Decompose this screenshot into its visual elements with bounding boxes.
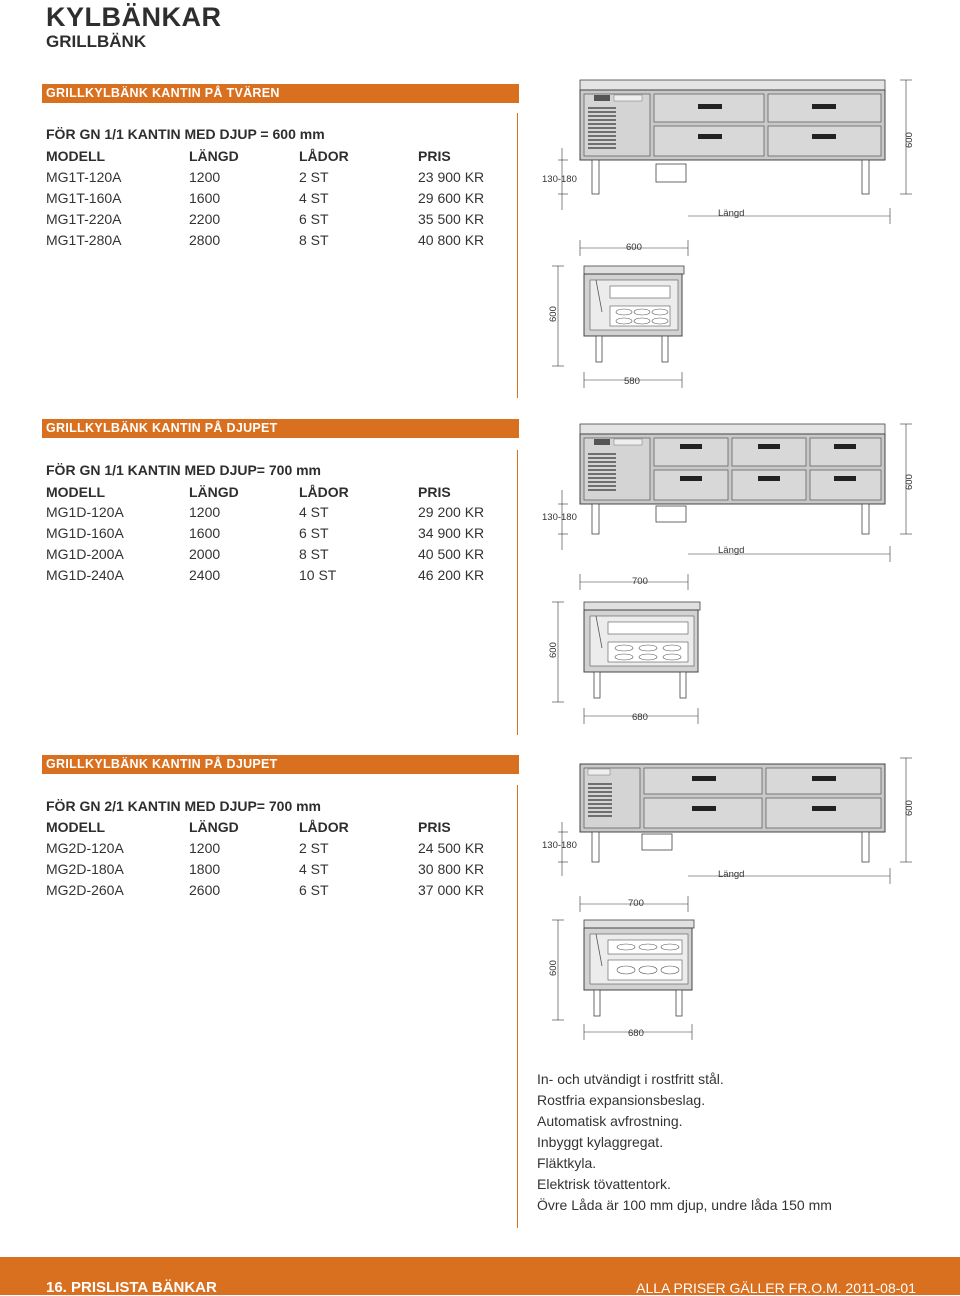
svg-text:130-180: 130-180: [542, 174, 577, 185]
cell-model: MG2D-180A: [46, 861, 124, 877]
front-view-drawing: [528, 420, 932, 596]
cell-price: 46 200 KR: [418, 567, 485, 583]
cell-price: 40 800 KR: [418, 232, 485, 248]
col-header-modell: MODELL: [46, 148, 106, 164]
cell-drawers: 4 ST: [299, 504, 329, 520]
col-header-pris: PRIS: [418, 148, 451, 164]
feature-item: Inbyggt kylaggregat.: [537, 1134, 664, 1150]
svg-text:680: 680: [632, 712, 648, 723]
cell-model: MG1D-240A: [46, 567, 124, 583]
section-bar: GRILLKYLBÄNK KANTIN PÅ DJUPET: [42, 419, 519, 438]
side-view-drawing: [544, 598, 714, 726]
footer-page-label: 16. PRISLISTA BÄNKAR: [46, 1279, 217, 1296]
cell-length: 1200: [189, 504, 221, 520]
page-footer: [0, 1257, 960, 1295]
cell-length: 1200: [189, 840, 221, 856]
cell-model: MG1T-220A: [46, 211, 122, 227]
cell-length: 2800: [189, 232, 221, 248]
svg-text:Längd: Längd: [718, 869, 745, 880]
feature-item: Rostfria expansionsbeslag.: [537, 1092, 706, 1108]
cell-model: MG2D-260A: [46, 882, 124, 898]
cell-length: 2400: [189, 567, 221, 583]
cell-drawers: 2 ST: [299, 840, 329, 856]
section-heading: FÖR GN 1/1 KANTIN MED DJUP= 700 mm: [46, 462, 322, 478]
section-bar: GRILLKYLBÄNK KANTIN PÅ TVÄREN: [42, 84, 519, 103]
cell-price: 35 500 KR: [418, 211, 485, 227]
cell-model: MG1D-160A: [46, 525, 124, 541]
svg-text:600: 600: [626, 242, 642, 253]
col-header-pris: PRIS: [418, 484, 451, 500]
cell-length: 2000: [189, 546, 221, 562]
cell-drawers: 8 ST: [299, 232, 329, 248]
cell-price: 37 000 KR: [418, 882, 485, 898]
col-header-langd: LÄNGD: [189, 484, 239, 500]
col-header-modell: MODELL: [46, 484, 106, 500]
svg-text:Längd: Längd: [718, 208, 745, 219]
svg-text:Längd: Längd: [718, 545, 745, 556]
cell-price: 23 900 KR: [418, 169, 485, 185]
svg-text:600: 600: [904, 800, 915, 816]
section-heading: FÖR GN 1/1 KANTIN MED DJUP = 600 mm: [46, 126, 325, 142]
side-view-drawing: [544, 262, 694, 390]
cell-drawers: 6 ST: [299, 525, 329, 541]
cell-price: 29 200 KR: [418, 504, 485, 520]
cell-model: MG1T-160A: [46, 190, 122, 206]
col-header-modell: MODELL: [46, 819, 106, 835]
feature-item: Fläktkyla.: [537, 1155, 597, 1171]
col-header-langd: LÄNGD: [189, 819, 239, 835]
cell-price: 24 500 KR: [418, 840, 485, 856]
svg-text:600: 600: [548, 306, 559, 322]
cell-length: 2200: [189, 211, 221, 227]
col-header-lador: LÅDOR: [299, 484, 349, 500]
cell-model: MG1D-120A: [46, 504, 124, 520]
svg-text:580: 580: [624, 376, 640, 387]
cell-length: 1800: [189, 861, 221, 877]
svg-text:700: 700: [628, 898, 644, 909]
cell-model: MG2D-120A: [46, 840, 124, 856]
col-header-lador: LÅDOR: [299, 819, 349, 835]
section-heading: FÖR GN 2/1 KANTIN MED DJUP= 700 mm: [46, 798, 322, 814]
cell-drawers: 4 ST: [299, 190, 329, 206]
svg-text:600: 600: [904, 132, 915, 148]
svg-text:680: 680: [628, 1028, 644, 1039]
svg-text:130-180: 130-180: [542, 840, 577, 851]
feature-item: In- och utvändigt i rostfritt stål.: [537, 1071, 724, 1087]
cell-drawers: 4 ST: [299, 861, 329, 877]
svg-text:130-180: 130-180: [542, 512, 577, 523]
cell-price: 40 500 KR: [418, 546, 485, 562]
feature-item: Elektrisk tövattentork.: [537, 1176, 671, 1192]
front-view-drawing: [528, 78, 932, 260]
footer-validity-note: ALLA PRISER GÄLLER FR.O.M. 2011-08-01: [636, 1280, 916, 1296]
cell-length: 2600: [189, 882, 221, 898]
feature-item: Övre Låda är 100 mm djup, undre låda 150 mm: [537, 1197, 832, 1213]
col-header-pris: PRIS: [418, 819, 451, 835]
section-divider: [517, 450, 518, 735]
cell-price: 30 800 KR: [418, 861, 485, 877]
front-view-drawing: [528, 756, 932, 914]
col-header-langd: LÄNGD: [189, 148, 239, 164]
section-bar: GRILLKYLBÄNK KANTIN PÅ DJUPET: [42, 755, 519, 774]
svg-text:700: 700: [632, 576, 648, 587]
page-title: KYLBÄNKAR: [46, 2, 222, 32]
cell-length: 1200: [189, 169, 221, 185]
svg-text:600: 600: [548, 642, 559, 658]
side-view-drawing: [544, 914, 714, 1042]
cell-model: MG1T-280A: [46, 232, 122, 248]
page-subtitle: GRILLBÄNK: [46, 32, 147, 51]
svg-text:600: 600: [548, 960, 559, 976]
cell-length: 1600: [189, 190, 221, 206]
cell-drawers: 8 ST: [299, 546, 329, 562]
cell-model: MG1D-200A: [46, 546, 124, 562]
cell-drawers: 6 ST: [299, 882, 329, 898]
col-header-lador: LÅDOR: [299, 148, 349, 164]
cell-price: 34 900 KR: [418, 525, 485, 541]
cell-model: MG1T-120A: [46, 169, 122, 185]
cell-drawers: 10 ST: [299, 567, 337, 583]
cell-length: 1600: [189, 525, 221, 541]
section-divider: [517, 113, 518, 398]
section-divider: [517, 785, 518, 1228]
cell-drawers: 2 ST: [299, 169, 329, 185]
cell-drawers: 6 ST: [299, 211, 329, 227]
feature-item: Automatisk avfrostning.: [537, 1113, 683, 1129]
cell-price: 29 600 KR: [418, 190, 485, 206]
svg-text:600: 600: [904, 474, 915, 490]
